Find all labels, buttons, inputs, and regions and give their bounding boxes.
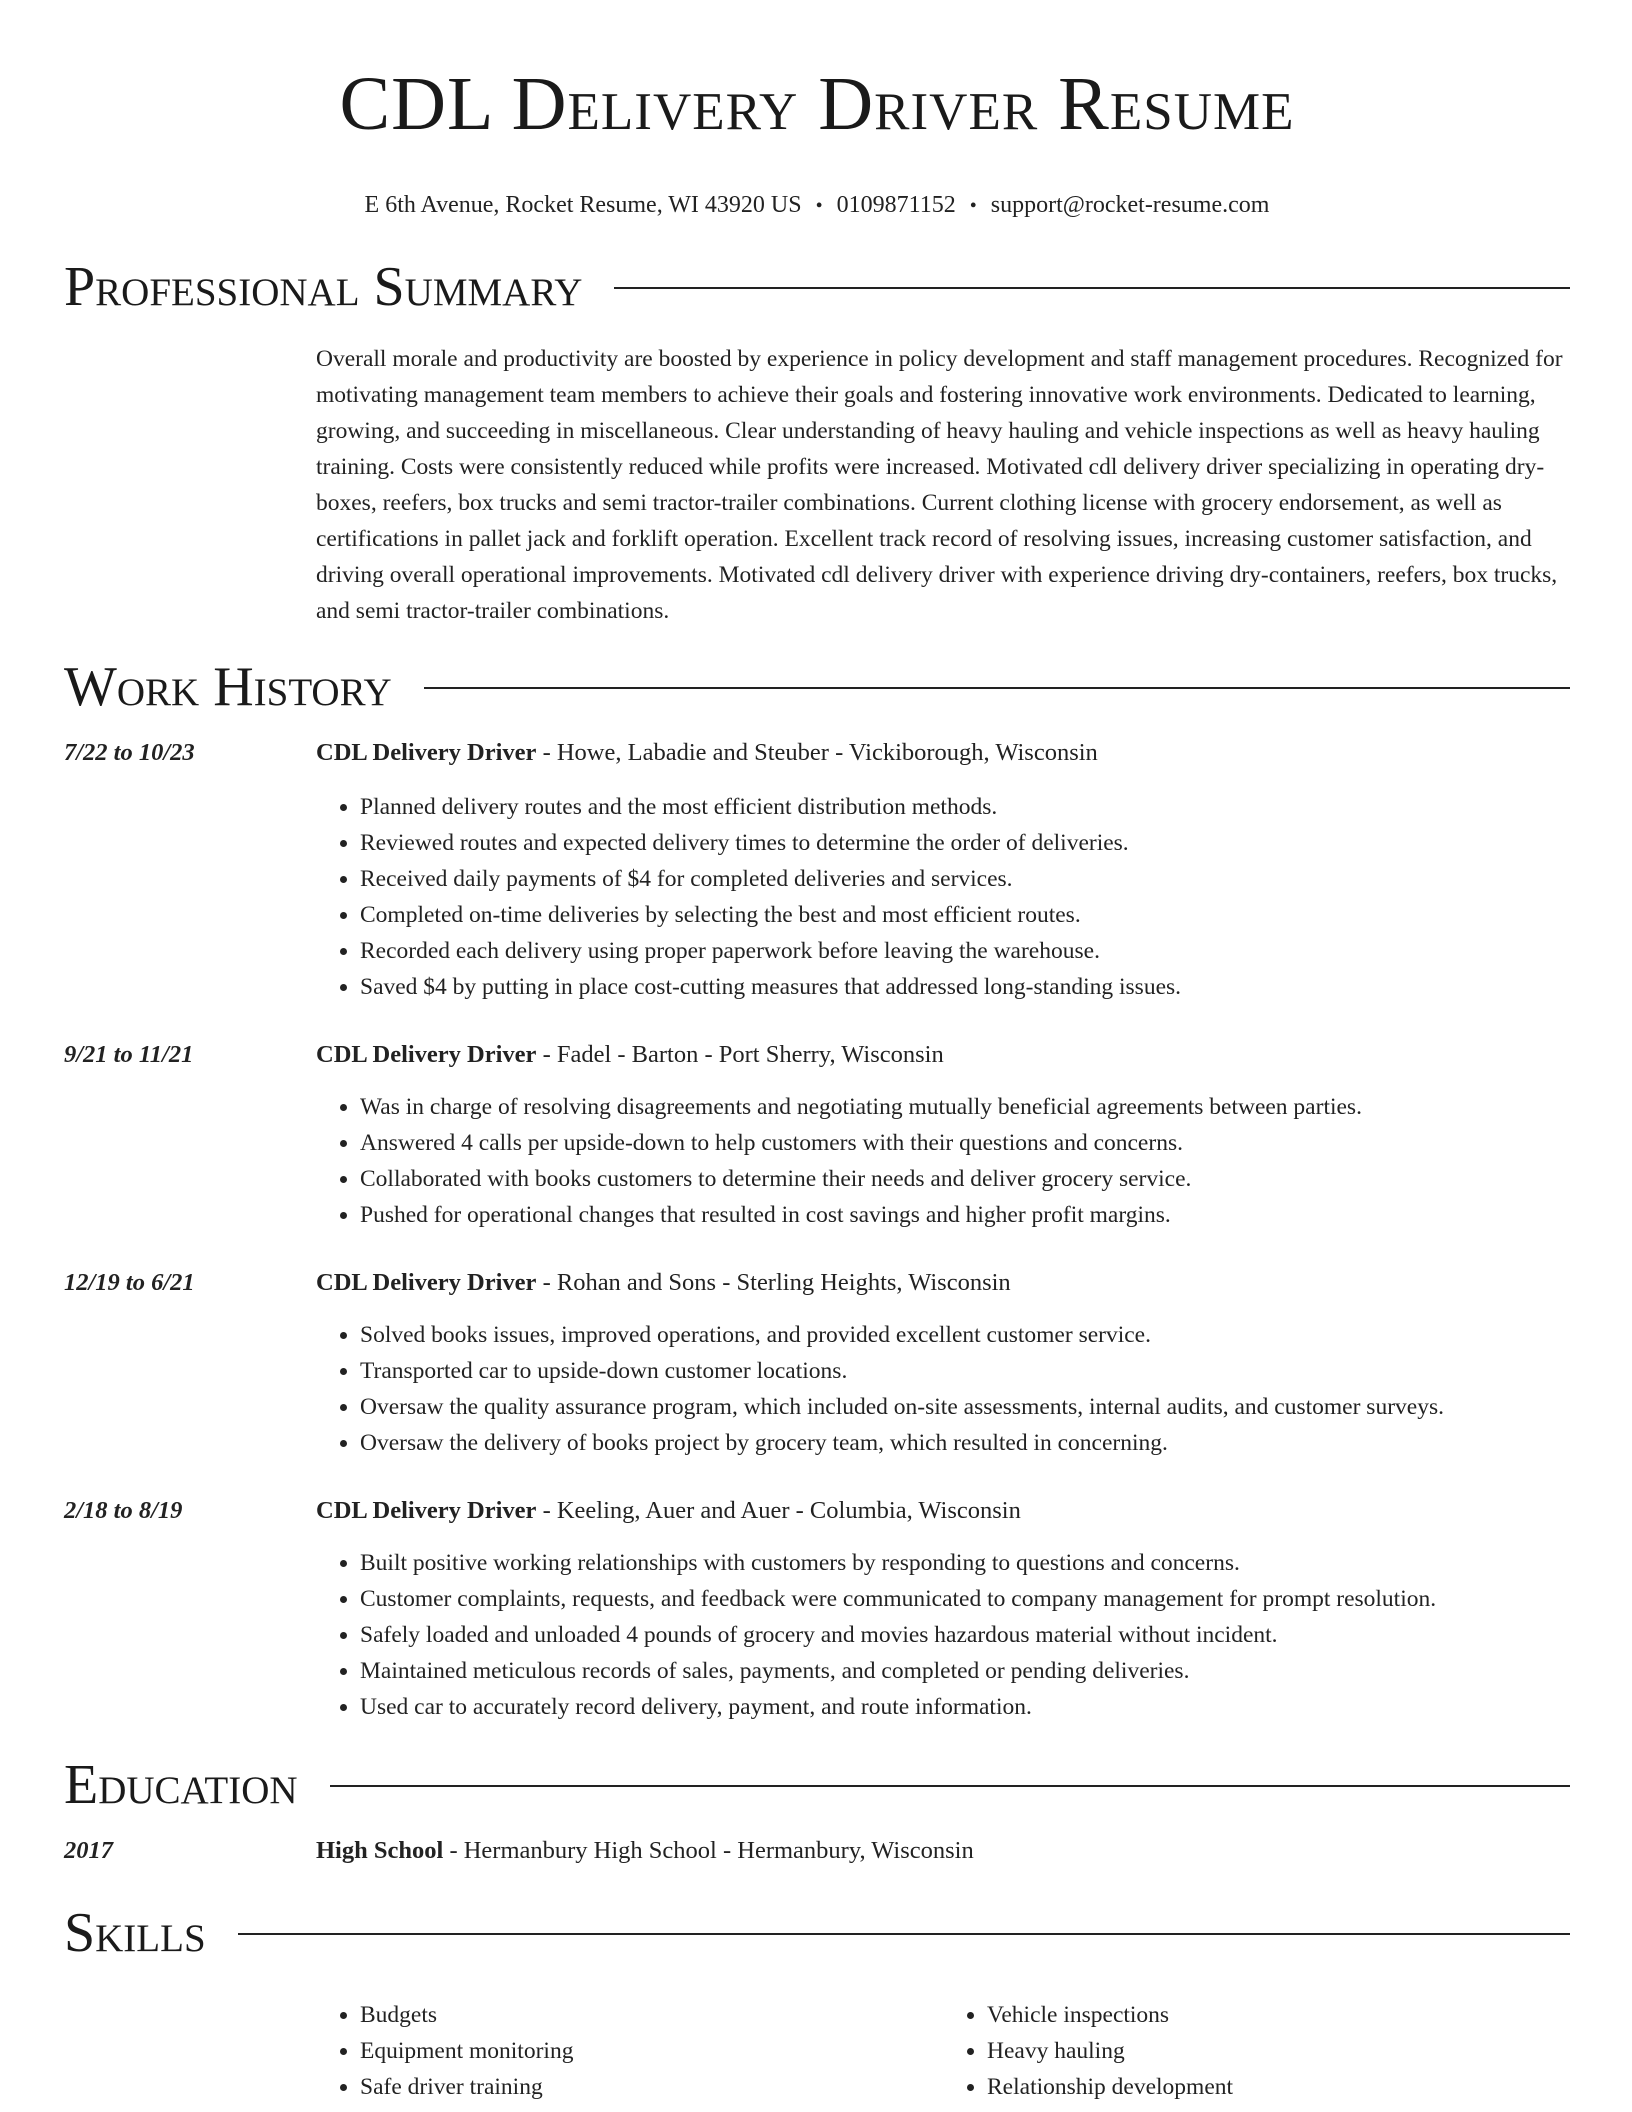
job-bullets xyxy=(316,1545,1570,1725)
skill-item: • Equipment monitoring xyxy=(360,2033,943,2069)
list-item: • Transported car to upside-down customer locations. xyxy=(360,1353,1570,1389)
job-dates: 12/19 to 6/21 xyxy=(64,1269,195,1296)
section-rule xyxy=(424,687,1570,689)
education-line xyxy=(316,1835,1570,1867)
list-item: • Oversaw the quality assurance program, which included on-site assessments, internal audits, and customer surveys. xyxy=(360,1389,1570,1425)
education-section-header xyxy=(64,1753,1570,1817)
skill-item: • Vehicle inspections xyxy=(987,1997,1570,2033)
skill-item: • Heavy hauling xyxy=(987,2033,1570,2069)
section-rule xyxy=(238,1933,1570,1935)
email-link[interactable]: support@rocket-resume.com xyxy=(990,192,1270,218)
job-title-line xyxy=(316,737,1570,769)
job-entry xyxy=(64,1267,1570,1461)
skill-item: • Safe driver training xyxy=(360,2069,943,2105)
job-entry xyxy=(64,1495,1570,1725)
contact-line xyxy=(64,190,1570,221)
job-body xyxy=(316,737,1570,1005)
list-item: • Planned delivery routes and the most efficient distribution methods. xyxy=(360,789,1570,825)
skill-item: • Budgets xyxy=(360,1997,943,2033)
list-item: • Maintained meticulous records of sales, payments, and completed or pending deliveries. xyxy=(360,1653,1570,1689)
job-dates: 2/18 to 8/19 xyxy=(64,1497,183,1524)
job-employer: - Howe, Labadie and Steuber - Vickiborough, Wisconsin xyxy=(536,739,1098,766)
list-item: • Pushed for operational changes that resulted in cost savings and higher profit margins. xyxy=(360,1197,1570,1233)
job-dates: 9/21 to 11/21 xyxy=(64,1041,194,1068)
job-body xyxy=(316,1495,1570,1725)
list-item: • Used car to accurately record delivery, payment, and route information. xyxy=(360,1689,1570,1725)
section-heading-education: Education xyxy=(64,1754,298,1816)
list-item: • Built positive working relationships with customers by responding to questions and concerns. xyxy=(360,1545,1570,1581)
education-year: 2017 xyxy=(64,1837,113,1864)
list-item: • Saved $4 by putting in place cost-cutting measures that addressed long-standing issues. xyxy=(360,969,1570,1005)
job-title: CDL Delivery Driver xyxy=(316,1497,537,1524)
job-employer: - Rohan and Sons - Sterling Heights, Wisconsin xyxy=(536,1269,1011,1296)
job-title-line xyxy=(316,1039,1570,1071)
job-title-line xyxy=(316,1267,1570,1299)
job-employer: - Fadel - Barton - Port Sherry, Wisconsin xyxy=(536,1041,944,1068)
list-item: • Customer complaints, requests, and feedback were communicated to company management for prompt resolution. xyxy=(360,1581,1570,1617)
education-degree: High School xyxy=(316,1837,444,1864)
list-item: • Solved books issues, improved operations, and provided excellent customer service. xyxy=(360,1317,1570,1353)
list-item: • Collaborated with books customers to determine their needs and deliver grocery service. xyxy=(360,1161,1570,1197)
job-body xyxy=(316,1267,1570,1461)
list-item: • Answered 4 calls per upside-down to help customers with their questions and concerns. xyxy=(360,1125,1570,1161)
skills-column-right xyxy=(943,1997,1570,2105)
work-section-header xyxy=(64,655,1570,719)
summary-section-header xyxy=(64,255,1570,319)
job-title: CDL Delivery Driver xyxy=(316,739,537,766)
section-rule xyxy=(330,1785,1570,1787)
section-heading-skills: Skills xyxy=(64,1902,206,1964)
summary-text: Overall morale and productivity are boosted by experience in policy development and staff management procedures. Recognized for motivating management team members to achieve their goals and fostering innovative work environments. Dedicated to learning, growing, and succeeding in miscellaneous. Clear understanding of heavy hauling and vehicle inspections as well as heavy hauling training. Costs were consistently reduced while profits were increased. Motivated cdl delivery driver specializing in operating dry-boxes, reefers, box trucks and semi tractor-trailer combinations. Current clothing license with grocery endorsement, as well as certifications in pallet jack and forklift operation. Excellent track record of resolving issues, increasing customer satisfaction, and driving overall operational improvements. Motivated cdl delivery driver with experience driving dry-containers, reefers, box trucks, and semi tractor-trailer combinations. xyxy=(316,346,1563,624)
education-school: - Hermanbury High School - Hermanbury, Wisconsin xyxy=(443,1837,974,1864)
job-dates: 7/22 to 10/23 xyxy=(64,739,195,766)
section-heading-work: Work History xyxy=(64,656,392,718)
skills-column-left xyxy=(316,1997,943,2105)
list-item: • Reviewed routes and expected delivery times to determine the order of deliveries. xyxy=(360,825,1570,861)
job-entry xyxy=(64,737,1570,1005)
job-bullets xyxy=(316,789,1570,1005)
section-rule xyxy=(614,287,1570,289)
job-entry xyxy=(64,1039,1570,1233)
job-bullets xyxy=(316,1317,1570,1461)
list-item: • Oversaw the delivery of books project by grocery team, which resulted in concerning. xyxy=(360,1425,1570,1461)
section-heading-summary: Professional Summary xyxy=(64,256,583,318)
job-title: CDL Delivery Driver xyxy=(316,1041,537,1068)
contact-separator: • xyxy=(815,195,823,217)
job-employer: - Keeling, Auer and Auer - Columbia, Wisconsin xyxy=(536,1497,1021,1524)
list-item: • Received daily payments of $4 for completed deliveries and services. xyxy=(360,861,1570,897)
job-title-line xyxy=(316,1495,1570,1527)
list-item: • Was in charge of resolving disagreements and negotiating mutually beneficial agreements between parties. xyxy=(360,1089,1570,1125)
phone: 0109871152 xyxy=(836,192,956,218)
education-entry xyxy=(64,1835,1570,1867)
address: E 6th Avenue, Rocket Resume, WI 43920 US xyxy=(364,192,802,218)
contact-separator: • xyxy=(969,195,977,217)
list-item: • Completed on-time deliveries by selecting the best and most efficient routes. xyxy=(360,897,1570,933)
skills-grid xyxy=(316,1997,1570,2105)
job-body xyxy=(316,1039,1570,1233)
job-bullets xyxy=(316,1089,1570,1233)
education-body xyxy=(316,1835,1570,1867)
skill-item: • Relationship development xyxy=(987,2069,1570,2105)
resume-title: CDL Delivery Driver Resume xyxy=(339,62,1295,146)
skills-section-header xyxy=(64,1901,1570,1965)
list-item: • Recorded each delivery using proper paperwork before leaving the warehouse. xyxy=(360,933,1570,969)
list-item: • Safely loaded and unloaded 4 pounds of grocery and movies hazardous material without incident. xyxy=(360,1617,1570,1653)
job-title: CDL Delivery Driver xyxy=(316,1269,537,1296)
